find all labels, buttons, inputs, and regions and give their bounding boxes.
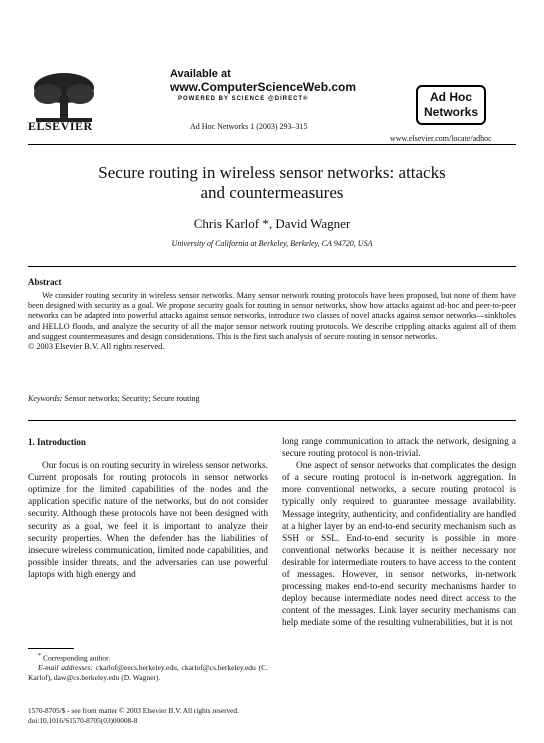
footnote-emails: ckarlof@eecs.berkeley.edu, ckarlof@cs.berkeley.edu (C. Karlof), daw@cs.berkeley.edu (D. Wagner). xyxy=(28,663,269,682)
journal-reference: Ad Hoc Networks 1 (2003) 293–315 xyxy=(190,122,308,131)
title-line-1: Secure routing in wireless sensor networks: attacks xyxy=(98,163,446,182)
journal-url[interactable]: www.elsevier.com/locate/adhoc xyxy=(390,134,492,143)
intro-paragraph-1: Our focus is on routing security in wireless sensor networks. Current proposals for routing protocols in sensor networks optimize for the limited capabilities of the nodes and the application specific nature of the networks, but do not consider security. Although these protocols have not been designed with security as a goal, we feel it is important to analyze their security properties. When the defender has the liabilities of insecure wireless communication, limited node capabilities, and possible insider threats, and the adversaries can use powerful laptops with high energy and xyxy=(28,461,268,580)
footnote xyxy=(28,651,268,682)
article-title xyxy=(28,163,516,203)
intro-paragraph-2: One aspect of sensor networks that complicates the design of a secure routing protocol is in-network aggregation. In more conventional networks, a secure routing protocol is typically only required to guarantee message availability. Message integrity, authenticity, and confidentiality are handled at a higher layer by an end-to-end security mechanism such as SSH or SSL. End-to-end security is possible in more conventional networks because it is neither necessary nor desirable for intermediate routers to have access to the content of messages. However, in sensor networks, in-network processing makes end-to-end security mechanisms harder to deploy because intermediate nodes need direct access to the content of the messages. Link layer security mechanisms can help mediate some of the resulting vulnerabilities, but it is not xyxy=(282,461,516,629)
keywords-list: Sensor networks; Security; Secure routing xyxy=(64,394,200,403)
section-heading-introduction: 1. Introduction xyxy=(28,437,86,447)
footnote-marker: * xyxy=(38,652,42,659)
journal-logo-line-1: Ad Hoc xyxy=(430,90,472,104)
site-name[interactable]: www.ComputerScienceWeb.com xyxy=(170,80,357,94)
footnote-corresponding xyxy=(28,651,268,663)
left-column xyxy=(28,436,268,581)
available-at-label: Available at xyxy=(170,68,231,80)
publisher-name: ELSEVIER xyxy=(28,119,93,133)
footnote-email-label: E-mail addresses: xyxy=(38,663,94,672)
doi-line[interactable]: doi:10.1016/S1570-8705(03)00008-8 xyxy=(28,716,138,725)
keywords xyxy=(28,394,199,403)
abstract-body xyxy=(28,291,516,352)
footnote-rule xyxy=(28,648,74,649)
ad-hoc-networks-logo xyxy=(416,85,486,125)
intro-paragraph-1-continued: long range communication to attack the network, designing a secure routing protocol is non-trivial. xyxy=(282,437,516,460)
powered-by-label: POWERED BY SCIENCE @DIRECT® xyxy=(178,96,309,102)
abstract-text: We consider routing security in wireless sensor networks. Many sensor network routing protocols have been proposed, but none of them have been designed with security as a goal. We propose security goals for routing in sensor networks, show how attacks against ad-hoc and peer-to-peer networks can be adapted into powerful attacks against sensor networks, introduce two classes of novel attacks against sensor networks—sinkholes and HELLO floods, and analyze the security of all the major sensor network routing protocols. We describe crippling attacks against all of them and suggest countermeasures and design considerations. This is the first such analysis of secure routing in sensor networks. xyxy=(28,291,516,341)
abstract-top-rule xyxy=(28,266,516,267)
journal-logo-line-2: Networks xyxy=(423,105,479,119)
abstract-bottom-rule xyxy=(28,420,516,421)
keywords-label: Keywords: xyxy=(28,394,63,403)
author-affiliation: University of California at Berkeley, Berkeley, CA 94720, USA xyxy=(171,239,373,248)
front-matter-line: 1570-8705/$ - see front matter © 2003 Elsevier B.V. All rights reserved. xyxy=(28,706,239,715)
footnote-label: Corresponding author. xyxy=(43,653,111,663)
title-line-2: and countermeasures xyxy=(200,183,344,202)
header-rule xyxy=(28,144,516,145)
abstract-heading: Abstract xyxy=(28,277,62,287)
right-column xyxy=(282,436,516,630)
abstract-copyright: © 2003 Elsevier B.V. All rights reserved. xyxy=(28,342,165,352)
article-authors: Chris Karlof *, David Wagner xyxy=(193,216,351,231)
